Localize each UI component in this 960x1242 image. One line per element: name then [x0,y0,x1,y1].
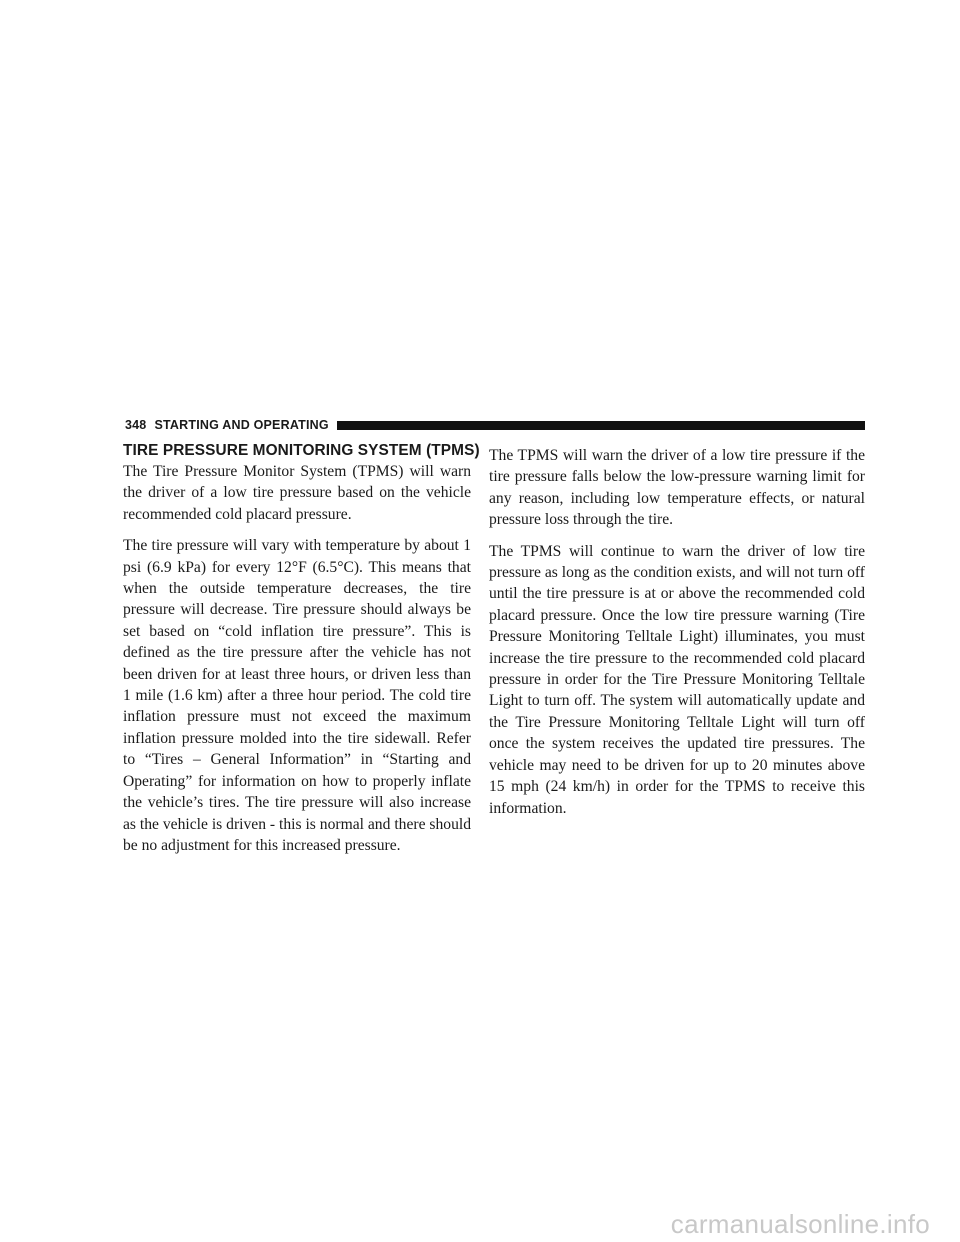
paragraph: The TPMS will continue to warn the driver of low tire pressure as long as the condition exists, and will not turn off until the tire pressure is at or above the recommended cold placard pressure. Once the low tire pressure warning (Tire Pressure Monitoring Telltale Light) illuminates, you must increase the tire pressure to the recommended cold placard pressure in order for the Tire Pressure Monitoring Telltale Light to turn off. The system will automatically update and the Tire Pressure Monitoring Telltale Light will turn off once the system receives the updated tire pressures. The vehicle may need to be driven for up to 20 minutes above 15 mph (24 km/h) in order for the TPMS to receive this information. [489,542,865,817]
page-number: 348 [125,418,147,432]
running-header [125,416,865,434]
paragraph: The Tire Pressure Monitor System (TPMS) will warn the driver of a low tire pressure based on the vehicle recommended cold placard pressure. [123,463,471,523]
right-column [489,445,865,829]
left-column [123,441,480,866]
section-heading: TIRE PRESSURE MONITORING SYSTEM (TPMS) [123,442,480,459]
watermark: carmanualsonline.info [670,1209,930,1239]
paragraph: The tire pressure will vary with temperature by about 1 psi (6.9 kPa) for every 12°F (6.5°C). This means that when the outside temperature decreases, the tire pressure will decrease. Tire pressure should always be set based on “cold inflation tire pressure”. This is defined as the tire pressure after the vehicle has not been driven for at least three hours, or driven less than 1 mile (1.6 km) after a three hour period. The cold tire inflation pressure must not exceed the maximum inflation pressure molded into the tire sidewall. Refer to “Tires – General Information” in “Starting and Operating” for information on how to properly inflate the vehicle’s tires. The tire pressure will also increase as the vehicle is driven - this is normal and there should be no adjustment for this increased pressure. [123,537,471,854]
section-title: STARTING AND OPERATING [154,418,329,432]
paragraph: The TPMS will warn the driver of a low tire pressure if the tire pressure falls below the low-pressure warning limit for any reason, including low temperature effects, or natural pressure loss through the tire. [489,447,865,529]
header-rule [337,421,865,430]
